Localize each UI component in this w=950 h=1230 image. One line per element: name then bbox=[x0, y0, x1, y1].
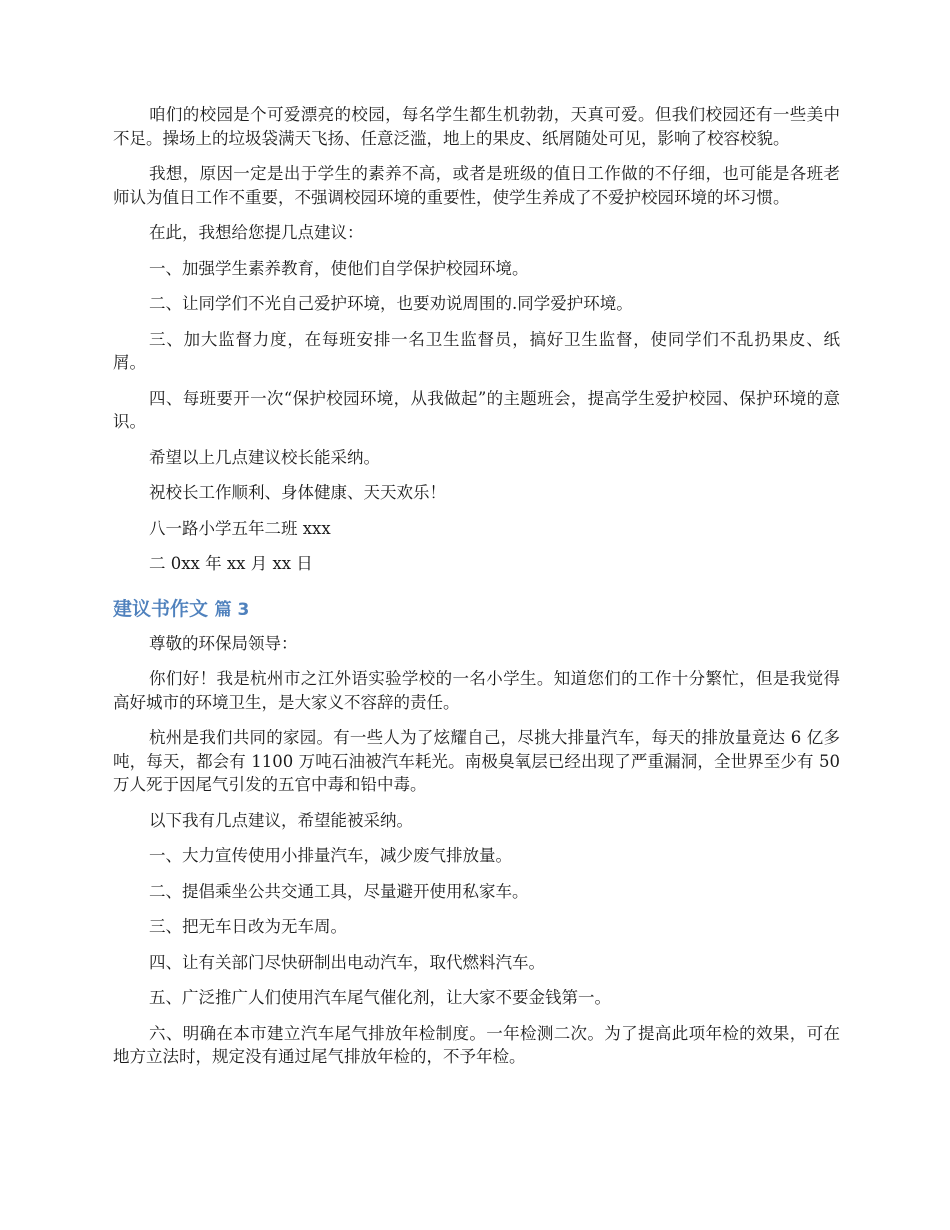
suggestion-item: 四、每班要开一次“保护校园环境，从我做起”的主题班会，提高学生爱护校园、保护环境的意识。 bbox=[113, 388, 840, 431]
body-paragraph: 在此，我想给您提几点建议： bbox=[149, 223, 364, 242]
suggestion-item: 四、让有关部门尽快研制出电动汽车，取代燃料汽车。 bbox=[149, 952, 545, 972]
section-number: 篇 3 bbox=[214, 599, 250, 620]
body-paragraph: 我想，原因一定是出于学生的素养不高，或者是班级的值日工作做的不仔细，也可能是各班老师认为值日工作不重要，不强调校园环境的重要性，使学生养成了不爱护校园环境的坏习惯。 bbox=[113, 164, 840, 207]
suggestion-item: 六、明确在本市建立汽车尾气排放年检制度。一年检测二次。为了提高此项年检的效果，可在地方立法时，规定没有通过尾气排放年检的，不予年检。 bbox=[113, 1023, 840, 1066]
suggestion-item: 二、让同学们不光自己爱护环境，也要劝说周围的.同学爱护环境。 bbox=[149, 294, 633, 313]
body-paragraph: 咱们的校园是个可爱漂亮的校园，每名学生都生机勃勃，天真可爱。但我们校园还有一些美中不足。操场上的垃圾袋满天飞扬、任意泛滥，地上的果皮、纸屑随处可见，影响了校容校貌。 bbox=[113, 105, 840, 148]
suggestion-item: 三、把无车日改为无车周。 bbox=[149, 917, 347, 936]
date-line: 二 0xx 年 xx 月 xx 日 bbox=[149, 554, 313, 573]
closing-line: 希望以上几点建议校长能采纳。 bbox=[149, 447, 380, 467]
salutation: 尊敬的环保局领导： bbox=[149, 633, 298, 653]
suggestion-item: 五、广泛推广人们使用汽车尾气催化剂，让大家不要金钱第一。 bbox=[149, 988, 611, 1007]
suggestion-item: 三、加大监督力度，在每班安排一名卫生监督员，搞好卫生监督，使同学们不乱扔果皮、纸屑。 bbox=[113, 329, 840, 372]
body-paragraph: 以下我有几点建议，希望能被采纳。 bbox=[149, 810, 413, 830]
section-heading bbox=[113, 596, 840, 623]
section-title: 建议书作文 bbox=[113, 597, 209, 620]
body-paragraph: 你们好！我是杭州市之江外语实验学校的一名小学生。知道您们的工作十分繁忙，但是我觉得高好城市的环境卫生，是大家义不容辞的责任。 bbox=[113, 669, 840, 712]
suggestion-item: 一、大力宣传使用小排量汽车，减少废气排放量。 bbox=[149, 846, 512, 865]
closing-line: 祝校长工作顺利、身体健康、天天欢乐！ bbox=[149, 483, 446, 502]
suggestion-item: 一、加强学生素养教育，使他们自学保护校园环境。 bbox=[149, 258, 529, 278]
document-page bbox=[113, 103, 840, 1081]
body-paragraph: 杭州是我们共同的家园。有一些人为了炫耀自己，尽挑大排量汽车，每天的排放量竟达 6 亿多吨，每天，都会有 1100 万吨石油被汽车耗光。南极臭氧层已经出现了严重漏洞，全世界至少有 50 万人死于因尾气引发的五官中毒和铅中毒。 bbox=[113, 728, 840, 794]
signature-line: 八一路小学五年二班 xxx bbox=[149, 518, 331, 538]
suggestion-item: 二、提倡乘坐公共交通工具，尽量避开使用私家车。 bbox=[149, 881, 529, 901]
